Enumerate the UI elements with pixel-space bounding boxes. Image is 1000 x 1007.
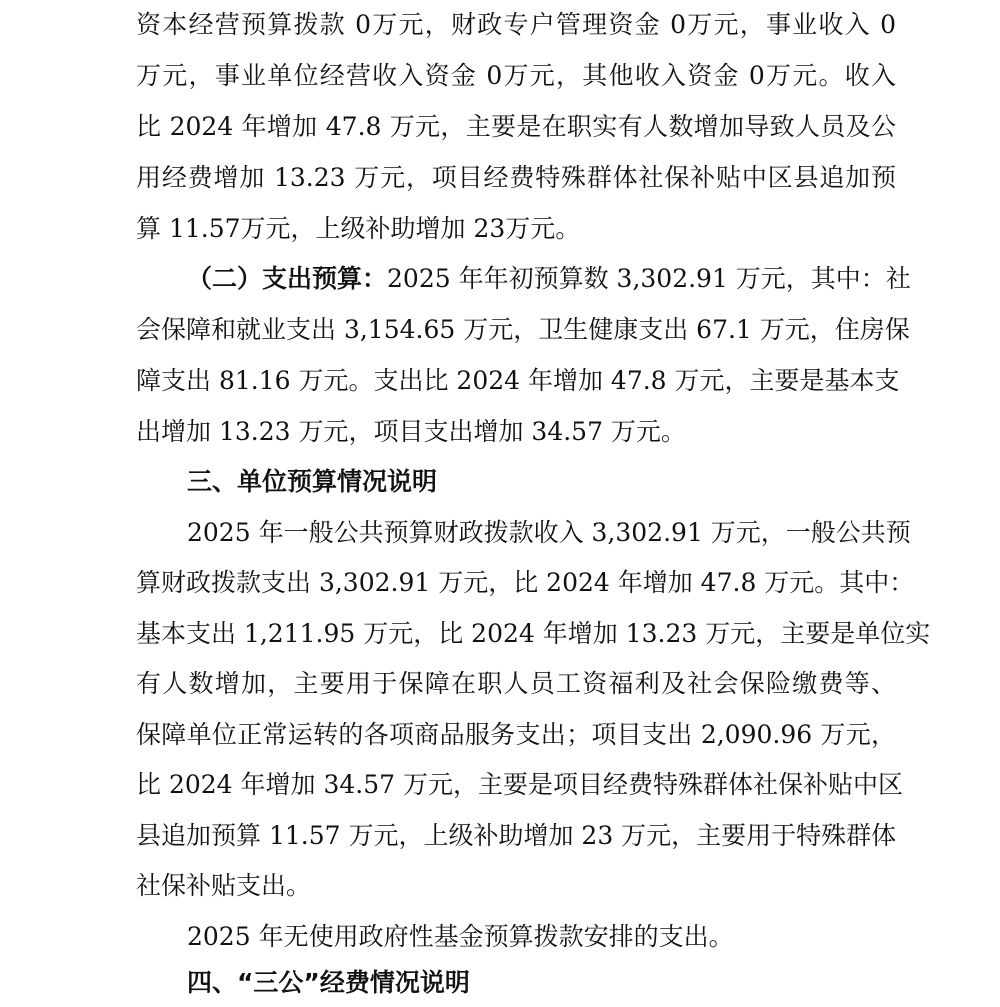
body-text-line: 出增加 13.23 万元，项目支出增加 34.57 万元。 <box>136 417 686 446</box>
expense-budget-label: （二）支出预算： <box>187 264 388 293</box>
body-text-line: 万元，事业单位经营收入资金 0万元，其他收入资金 0万元。收入 <box>136 61 896 90</box>
body-text-line: 用经费增加 13.23 万元，项目经费特殊群体社保补贴中区县追加预 <box>136 163 896 192</box>
body-text-line: 社保补贴支出。 <box>136 871 312 900</box>
paragraph-first-line: 2025 年一般公共预算财政拨款收入 3,302.91 万元，一般公共预 <box>187 518 911 547</box>
section-heading-4: 四、“三公”经费情况说明 <box>187 968 470 997</box>
body-text-line: 有人数增加，主要用于保障在职人员工资福利及社会保险缴费等、 <box>136 669 896 698</box>
body-text-line: 算 11.57万元，上级补助增加 23万元。 <box>136 214 581 243</box>
body-text-line: 比 2024 年增加 34.57 万元，主要是项目经费特殊群体社保补贴中区 <box>136 770 903 799</box>
body-text-line: 障支出 81.16 万元。支出比 2024 年增加 47.8 万元，主要是基本支 <box>136 366 900 395</box>
paragraph-gov-fund: 2025 年无使用政府性基金预算拨款安排的支出。 <box>187 922 734 951</box>
expense-budget-first-line <box>187 264 911 294</box>
body-text-line: 比 2024 年增加 47.8 万元，主要是在职实有人数增加导致人员及公 <box>136 112 896 141</box>
section-heading-3: 三、单位预算情况说明 <box>187 467 438 496</box>
expense-budget-text: 2025 年年初预算数 3,302.91 万元，其中：社 <box>387 264 911 293</box>
body-text-line: 会保障和就业支出 3,154.65 万元，卫生健康支出 67.1 万元，住房保 <box>136 315 910 344</box>
body-text-line: 资本经营预算拨款 0万元，财政专户管理资金 0万元，事业收入 0 <box>136 10 896 39</box>
body-text-line: 保障单位正常运转的各项商品服务支出；项目支出 2,090.96 万元， <box>136 720 896 749</box>
body-text-line: 算财政拨款支出 3,302.91 万元，比 2024 年增加 47.8 万元。其中： <box>136 568 915 597</box>
body-text-line: 县追加预算 11.57 万元，上级补助增加 23 万元，主要用于特殊群体 <box>136 821 897 850</box>
body-text-line: 基本支出 1,211.95 万元，比 2024 年增加 13.23 万元，主要是单位实 <box>136 619 931 648</box>
